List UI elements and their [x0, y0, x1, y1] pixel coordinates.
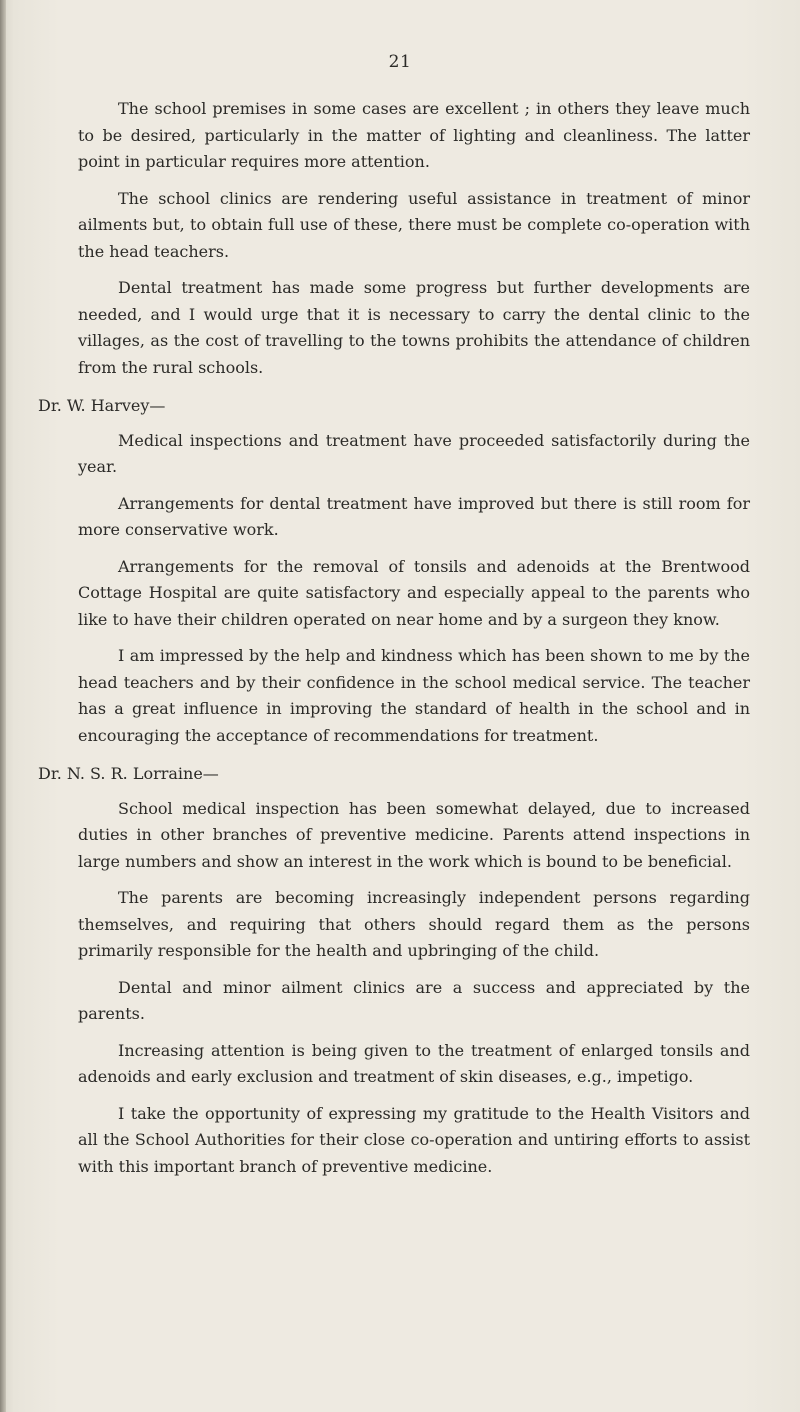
paragraph: The school clinics are rendering useful assistance in treatment of minor ailments but, to obtain full use of these, there must be complete co-operation with the head teachers.: [78, 188, 750, 261]
binding-edge: [0, 0, 6, 1412]
paragraph: Medical inspections and treatment have proceeded satisfactorily during the year.: [78, 430, 750, 476]
speaker-heading: Dr. N. S. R. Lorraine—: [38, 764, 219, 783]
paragraph: Increasing attention is being given to the treatment of enlarged tonsils and adenoids and early exclusion and treatment of skin diseases, e.g., impetigo.: [78, 1040, 750, 1086]
paragraph: Arrangements for the removal of tonsils and adenoids at the Brentwood Cottage Hospital are quite satisfactory and especially appeal to the parents who like to have their children operated on near home and by a surgeon they know.: [78, 556, 750, 629]
harvey-report: [38, 393, 750, 749]
intro-section: [78, 96, 750, 381]
report-body: [38, 96, 750, 1190]
speaker-heading: Dr. W. Harvey—: [38, 396, 166, 415]
paragraph: Dental and minor ailment clinics are a success and appreciated by the parents.: [78, 977, 750, 1023]
paragraph: Arrangements for dental treatment have improved but there is still room for more conservative work.: [78, 493, 750, 539]
paragraph: The parents are becoming increasingly independent persons regarding themselves, and requiring that others should regard them as the persons primarily responsible for the health and upbringing of the child.: [78, 888, 750, 960]
paragraph: I take the opportunity of expressing my gratitude to the Health Visitors and all the School Authorities for their close co-operation and untiring efforts to assist with this important branch of preventive medicine.: [78, 1103, 750, 1176]
paragraph: School medical inspection has been somewhat delayed, due to increased duties in other branches of preventive medicine. Parents attend inspections in large numbers and show an interest in the work which is bound to be beneficial.: [78, 798, 750, 871]
paragraph: Dental treatment has made some progress but further developments are needed, and I would urge that it is necessary to carry the dental clinic to the villages, as the cost of travelling to the towns prohibits the attendance of children from the rural schools.: [78, 278, 750, 377]
lorraine-report: [38, 761, 750, 1180]
paragraph: The school premises in some cases are excellent ; in others they leave much to be desired, particularly in the matter of lighting and cleanliness. The latter point in particular requires more attention.: [78, 99, 750, 171]
page-number: 21: [388, 52, 412, 72]
paragraph: I am impressed by the help and kindness which has been shown to me by the head teachers and by their confidence in the school medical service. The teacher has a great influence in improving the standard of health in the school and in encouraging the acceptance of recommendations for treatment.: [78, 646, 750, 745]
